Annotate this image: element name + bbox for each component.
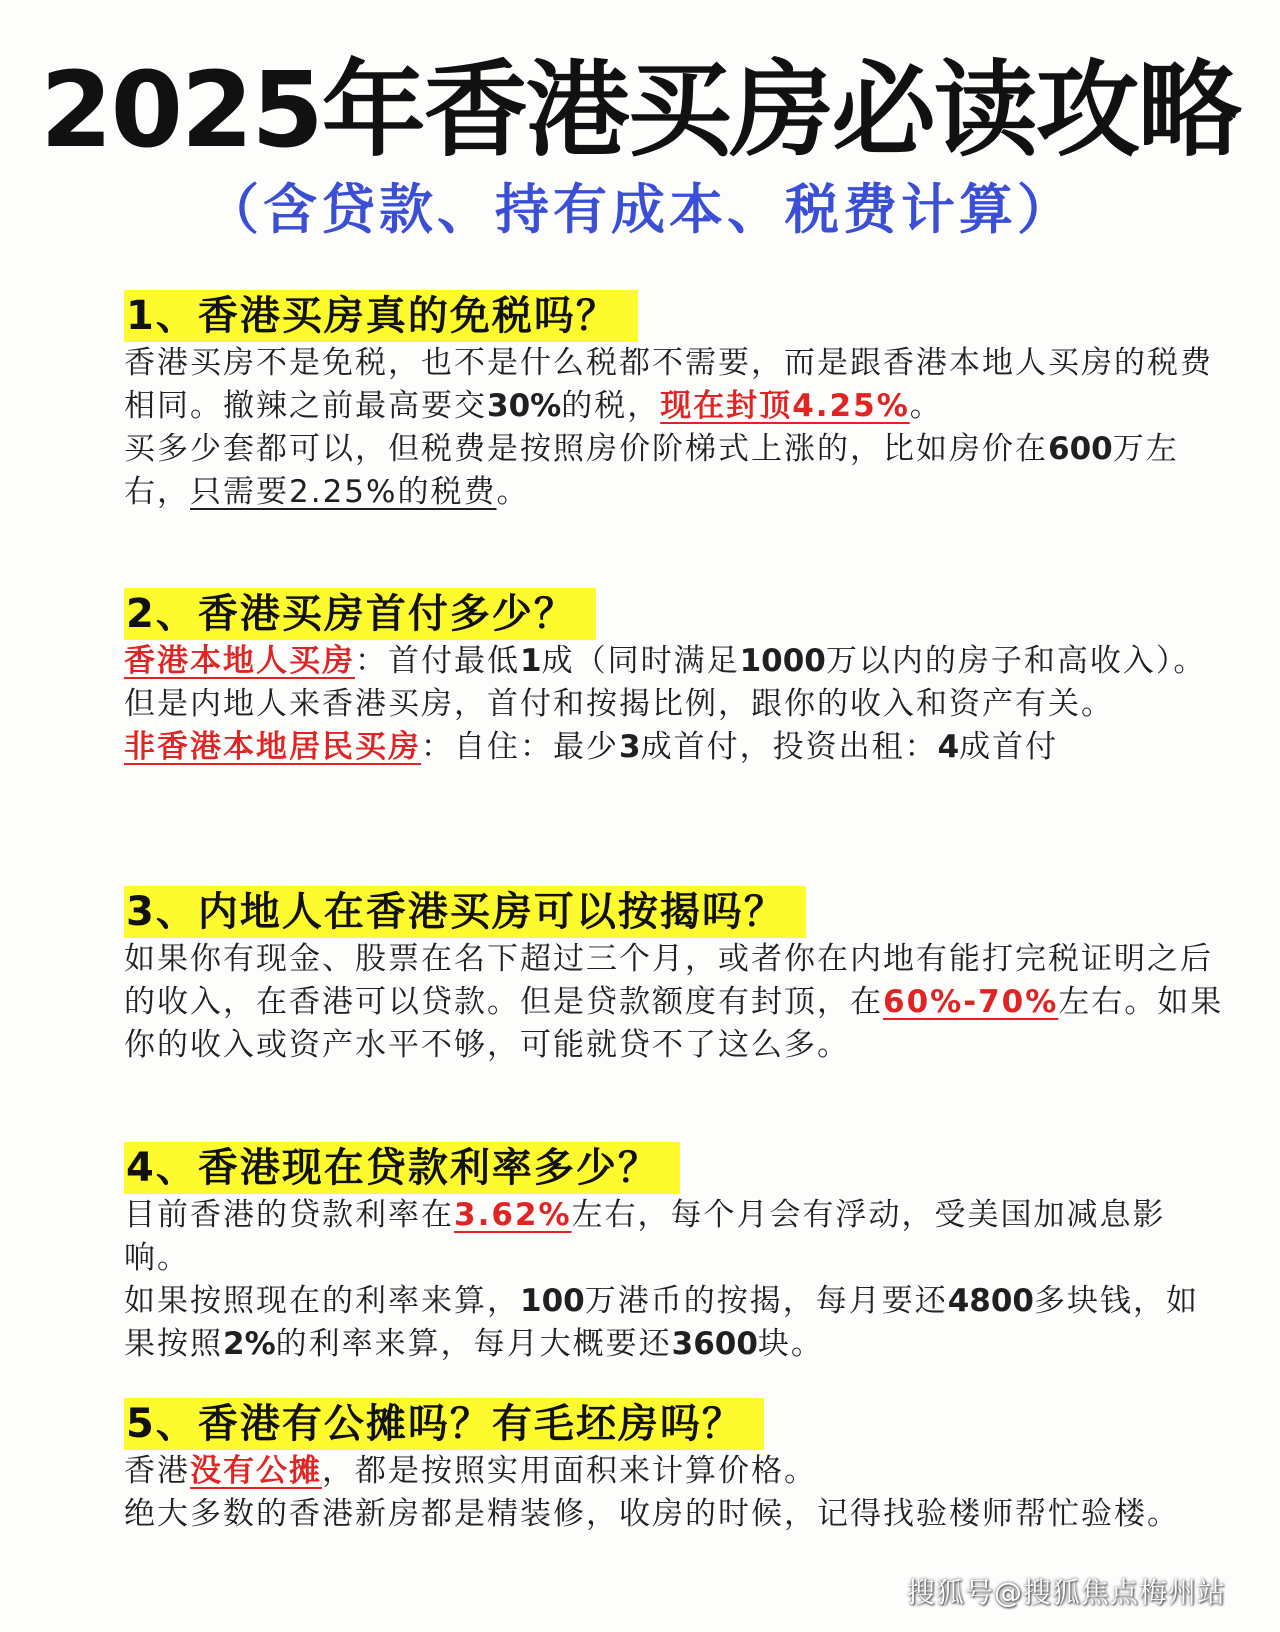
section-4-paragraph-2: 如果按照现在的利率来算，100万港币的按揭，每月要还4800多块钱，如果按照2%的利率来算，每月大概要还3600块。 (124, 1283, 1199, 1362)
highlight-local-buyer: 香港本地人买房 (124, 643, 355, 679)
section-3-paragraph-1: 如果你有现金、股票在名下超过三个月，或者你在内地有能打完税证明之后的收入，在香港可以贷款。但是贷款额度有封顶，在60%-70%左右。如果你的收入或资产水平不够，可能就贷不了这么多。 (124, 941, 1224, 1063)
section-3 (124, 886, 1224, 1067)
section-2-paragraph-1: 香港本地人买房：首付最低1成（同时满足1000万以内的房子和高收入）。但是内地人来香港买房，首付和按揭比例，跟你的收入和资产有关。 (124, 643, 1207, 722)
section-1 (124, 290, 1224, 514)
section-5 (124, 1398, 1224, 1536)
underline-tax-rate: 只需要2.25%的税费 (190, 474, 497, 510)
section-5-paragraph-2: 绝大多数的香港新房都是精装修，收房的时候，记得找验楼师帮忙验楼。 (124, 1496, 1180, 1532)
section-4 (124, 1142, 1224, 1366)
highlight-no-shared-area: 没有公摊 (190, 1453, 322, 1489)
section-1-paragraph-1: 香港买房不是免税，也不是什么税都不需要，而是跟香港本地人买房的税费相同。撤辣之前最高要交30%的税，现在封顶4.25%。 (124, 345, 1213, 424)
section-5-paragraph-1: 香港没有公摊，都是按照实用面积来计算价格。 (124, 1453, 817, 1489)
section-2-paragraph-2: 非香港本地居民买房：自住：最少3成首付，投资出租：4成首付 (124, 729, 1059, 765)
section-1-heading: 1、香港买房真的免税吗？ (124, 290, 638, 342)
page-title: 2025年香港买房必读攻略 (40, 49, 1240, 171)
section-2-heading: 2、香港买房首付多少？ (124, 588, 596, 640)
highlight-nonlocal-buyer: 非香港本地居民买房 (124, 729, 421, 765)
page-subtitle: （含贷款、持有成本、税费计算） (205, 178, 1075, 241)
section-4-paragraph-1: 目前香港的贷款利率在3.62%左右，每个月会有浮动，受美国加减息影响。 (124, 1197, 1166, 1276)
section-4-heading: 4、香港现在贷款利率多少？ (124, 1142, 680, 1194)
highlight-tax-cap: 现在封顶4.25% (660, 388, 910, 424)
section-1-paragraph-2: 买多少套都可以，但税费是按照房价阶梯式上涨的，比如房价在600万左右，只需要2.25%的税费。 (124, 431, 1179, 510)
section-5-heading: 5、香港有公摊吗？有毛坯房吗？ (124, 1398, 764, 1450)
highlight-loan-ratio: 60%-70% (883, 984, 1059, 1020)
watermark: 搜狐号@搜狐焦点梅州站 (906, 1576, 1226, 1609)
section-3-heading: 3、内地人在香港买房可以按揭吗？ (124, 886, 806, 938)
highlight-interest-rate: 3.62% (454, 1197, 572, 1233)
section-2 (124, 588, 1224, 769)
